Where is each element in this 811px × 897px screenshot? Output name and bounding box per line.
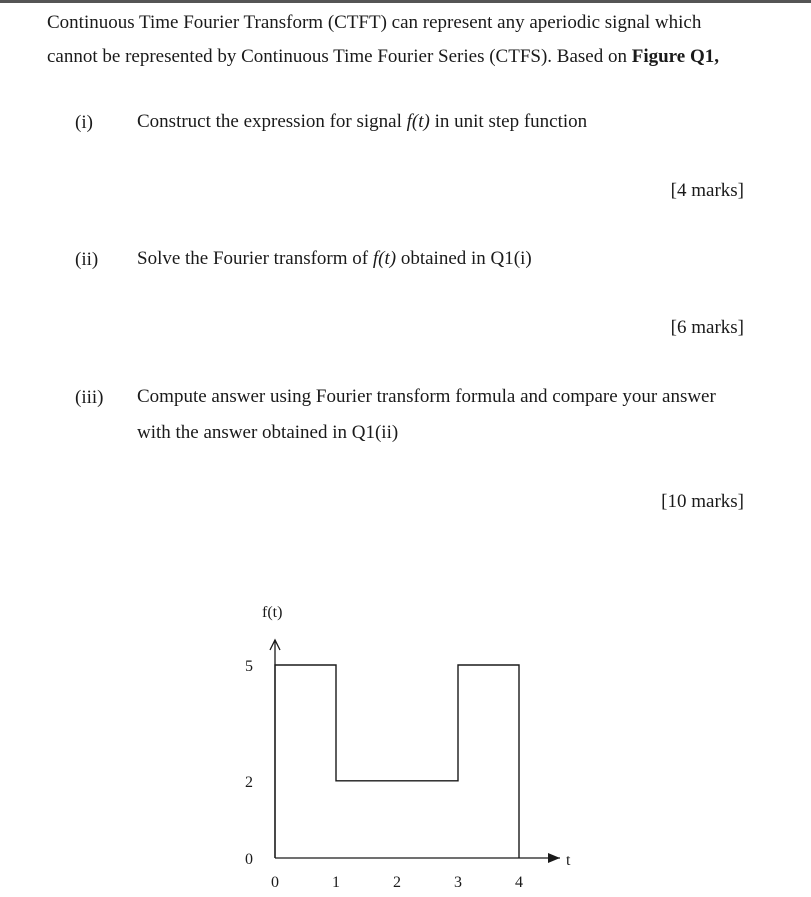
y-axis-label: f(t) — [262, 604, 283, 621]
question-text-ii-signal: f(t) — [372, 248, 397, 269]
marks-ii: [6 marks] — [670, 317, 744, 338]
x-tick-label: 1 — [332, 874, 340, 891]
question-text-iii-line-2: with the answer obtained in Q1(ii) — [137, 422, 399, 443]
question-number-ii: (ii) — [75, 249, 99, 270]
x-axis-arrow — [548, 853, 560, 863]
intro-line-2-text: cannot be represented by Continuous Time Fourier Series (CTFS). Based on — [47, 46, 632, 67]
question-text-ii-pre: Solve the Fourier transform of — [137, 248, 373, 269]
y-tick-label: 2 — [245, 773, 253, 791]
x-tick-label: 2 — [393, 874, 401, 891]
question-text-i-pre: Construct the expression for signal — [137, 111, 407, 132]
marks-i: [4 marks] — [670, 180, 744, 201]
question-text-i-signal: f(t) — [406, 111, 430, 132]
x-tick-label: 4 — [515, 874, 523, 891]
marks-iii: [10 marks] — [661, 491, 744, 512]
question-text-i-post: in unit step function — [429, 111, 588, 132]
question-text-iii-line-1: Compute answer using Fourier transform formula and compare your answer — [137, 386, 716, 407]
question-number-i: (i) — [75, 112, 93, 133]
y-tick-label: 0 — [245, 851, 253, 868]
y-tick-label: 5 — [245, 658, 253, 675]
question-number-iii: (iii) — [75, 387, 104, 408]
x-tick-label: 3 — [454, 874, 462, 891]
figure-reference: Figure Q1, — [631, 46, 719, 67]
signal-line — [275, 665, 519, 858]
x-axis-label: t — [566, 852, 571, 869]
x-tick-label: 0 — [271, 874, 279, 891]
intro-line-1: Continuous Time Fourier Transform (CTFT) can represent any aperiodic signal which — [47, 12, 702, 33]
question-text-ii-post: obtained in Q1(i) — [396, 248, 532, 269]
